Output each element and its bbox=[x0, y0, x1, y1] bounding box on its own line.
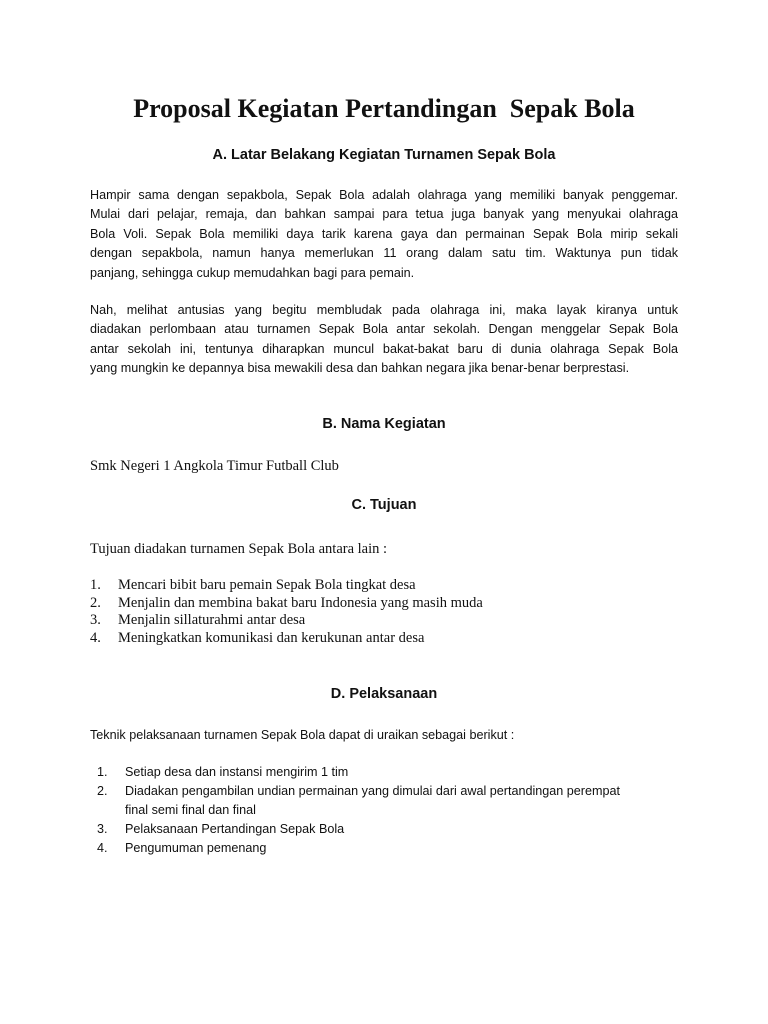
list-item-continuation: final semi final dan final bbox=[125, 803, 256, 817]
list-item: Diadakan pengambilan undian permainan yang dimulai dari awal pertandingan perempat bbox=[125, 784, 620, 798]
list-number: 4. bbox=[90, 630, 101, 646]
list-number: 1. bbox=[97, 765, 108, 779]
section-c-heading: C. Tujuan bbox=[351, 497, 417, 513]
list-number: 3. bbox=[90, 612, 101, 628]
paragraph-line: dengan sepakbola, namun hanya memerlukan 11 orang dalam satu tim. Waktunya pun tidak bbox=[90, 246, 678, 261]
paragraph-line: yang mungkin ke depannya bisa mewakili desa dan bahkan negara jika benar-benar berprestasi. bbox=[90, 361, 630, 376]
list-number: 1. bbox=[90, 577, 101, 593]
section-a-paragraph-2 bbox=[90, 301, 678, 379]
list-number: 2. bbox=[97, 784, 108, 798]
paragraph-line: Bola Voli. Sepak Bola memiliki daya tarik karena gaya dan permainan Sepak Bola mirip sekali bbox=[90, 226, 678, 241]
document-title: Proposal Kegiatan Pertandingan Sepak Bola bbox=[133, 94, 635, 123]
section-d-heading: D. Pelaksanaan bbox=[330, 686, 438, 702]
list-item: Mencari bibit baru pemain Sepak Bola tingkat desa bbox=[118, 577, 416, 593]
activity-name: Smk Negeri 1 Angkola Timur Futball Club bbox=[90, 458, 339, 474]
section-d-intro: Teknik pelaksanaan turnamen Sepak Bola dapat di uraikan sebagai berikut : bbox=[90, 728, 515, 742]
list-item: Menjalin dan membina bakat baru Indonesia yang masih muda bbox=[118, 595, 483, 611]
section-c-intro: Tujuan diadakan turnamen Sepak Bola antara lain : bbox=[90, 541, 388, 557]
paragraph-line: panjang, sehingga cukup memudahkan bagi para pemain. bbox=[90, 265, 415, 280]
list-number: 3. bbox=[97, 822, 108, 836]
paragraph-line: diadakan perlombaan atau turnamen Sepak Bola antar sekolah. Dengan menggelar Sepak Bola bbox=[90, 322, 678, 337]
section-b-heading: B. Nama Kegiatan bbox=[322, 416, 446, 432]
paragraph-line: Hampir sama dengan sepakbola, Sepak Bola adalah olahraga yang memiliki banyak penggemar. bbox=[90, 188, 678, 202]
paragraph-line: Nah, melihat antusias yang begitu membludak pada olahraga ini, maka layak kiranya untuk bbox=[90, 303, 678, 317]
paragraph-line: Mulai dari pelajar, remaja, dan bahkan sampai para tetua juga banyak yang menyukai olahraga bbox=[90, 207, 678, 222]
list-item: Setiap desa dan instansi mengirim 1 tim bbox=[125, 765, 349, 779]
list-item: Pengumuman pemenang bbox=[125, 841, 267, 855]
section-a-heading: A. Latar Belakang Kegiatan Turnamen Sepak Bola bbox=[212, 147, 556, 163]
list-item: Meningkatkan komunikasi dan kerukunan antar desa bbox=[118, 630, 425, 646]
list-item: Pelaksanaan Pertandingan Sepak Bola bbox=[125, 822, 345, 836]
list-number: 4. bbox=[97, 841, 108, 855]
paragraph-line: antar sekolah ini, tentunya diharapkan muncul bakat-bakat baru di dunia olahraga Sepak Bola bbox=[90, 341, 678, 356]
section-a-paragraph-1 bbox=[90, 186, 678, 283]
list-item: Menjalin sillaturahmi antar desa bbox=[118, 612, 306, 628]
list-number: 2. bbox=[90, 595, 101, 611]
